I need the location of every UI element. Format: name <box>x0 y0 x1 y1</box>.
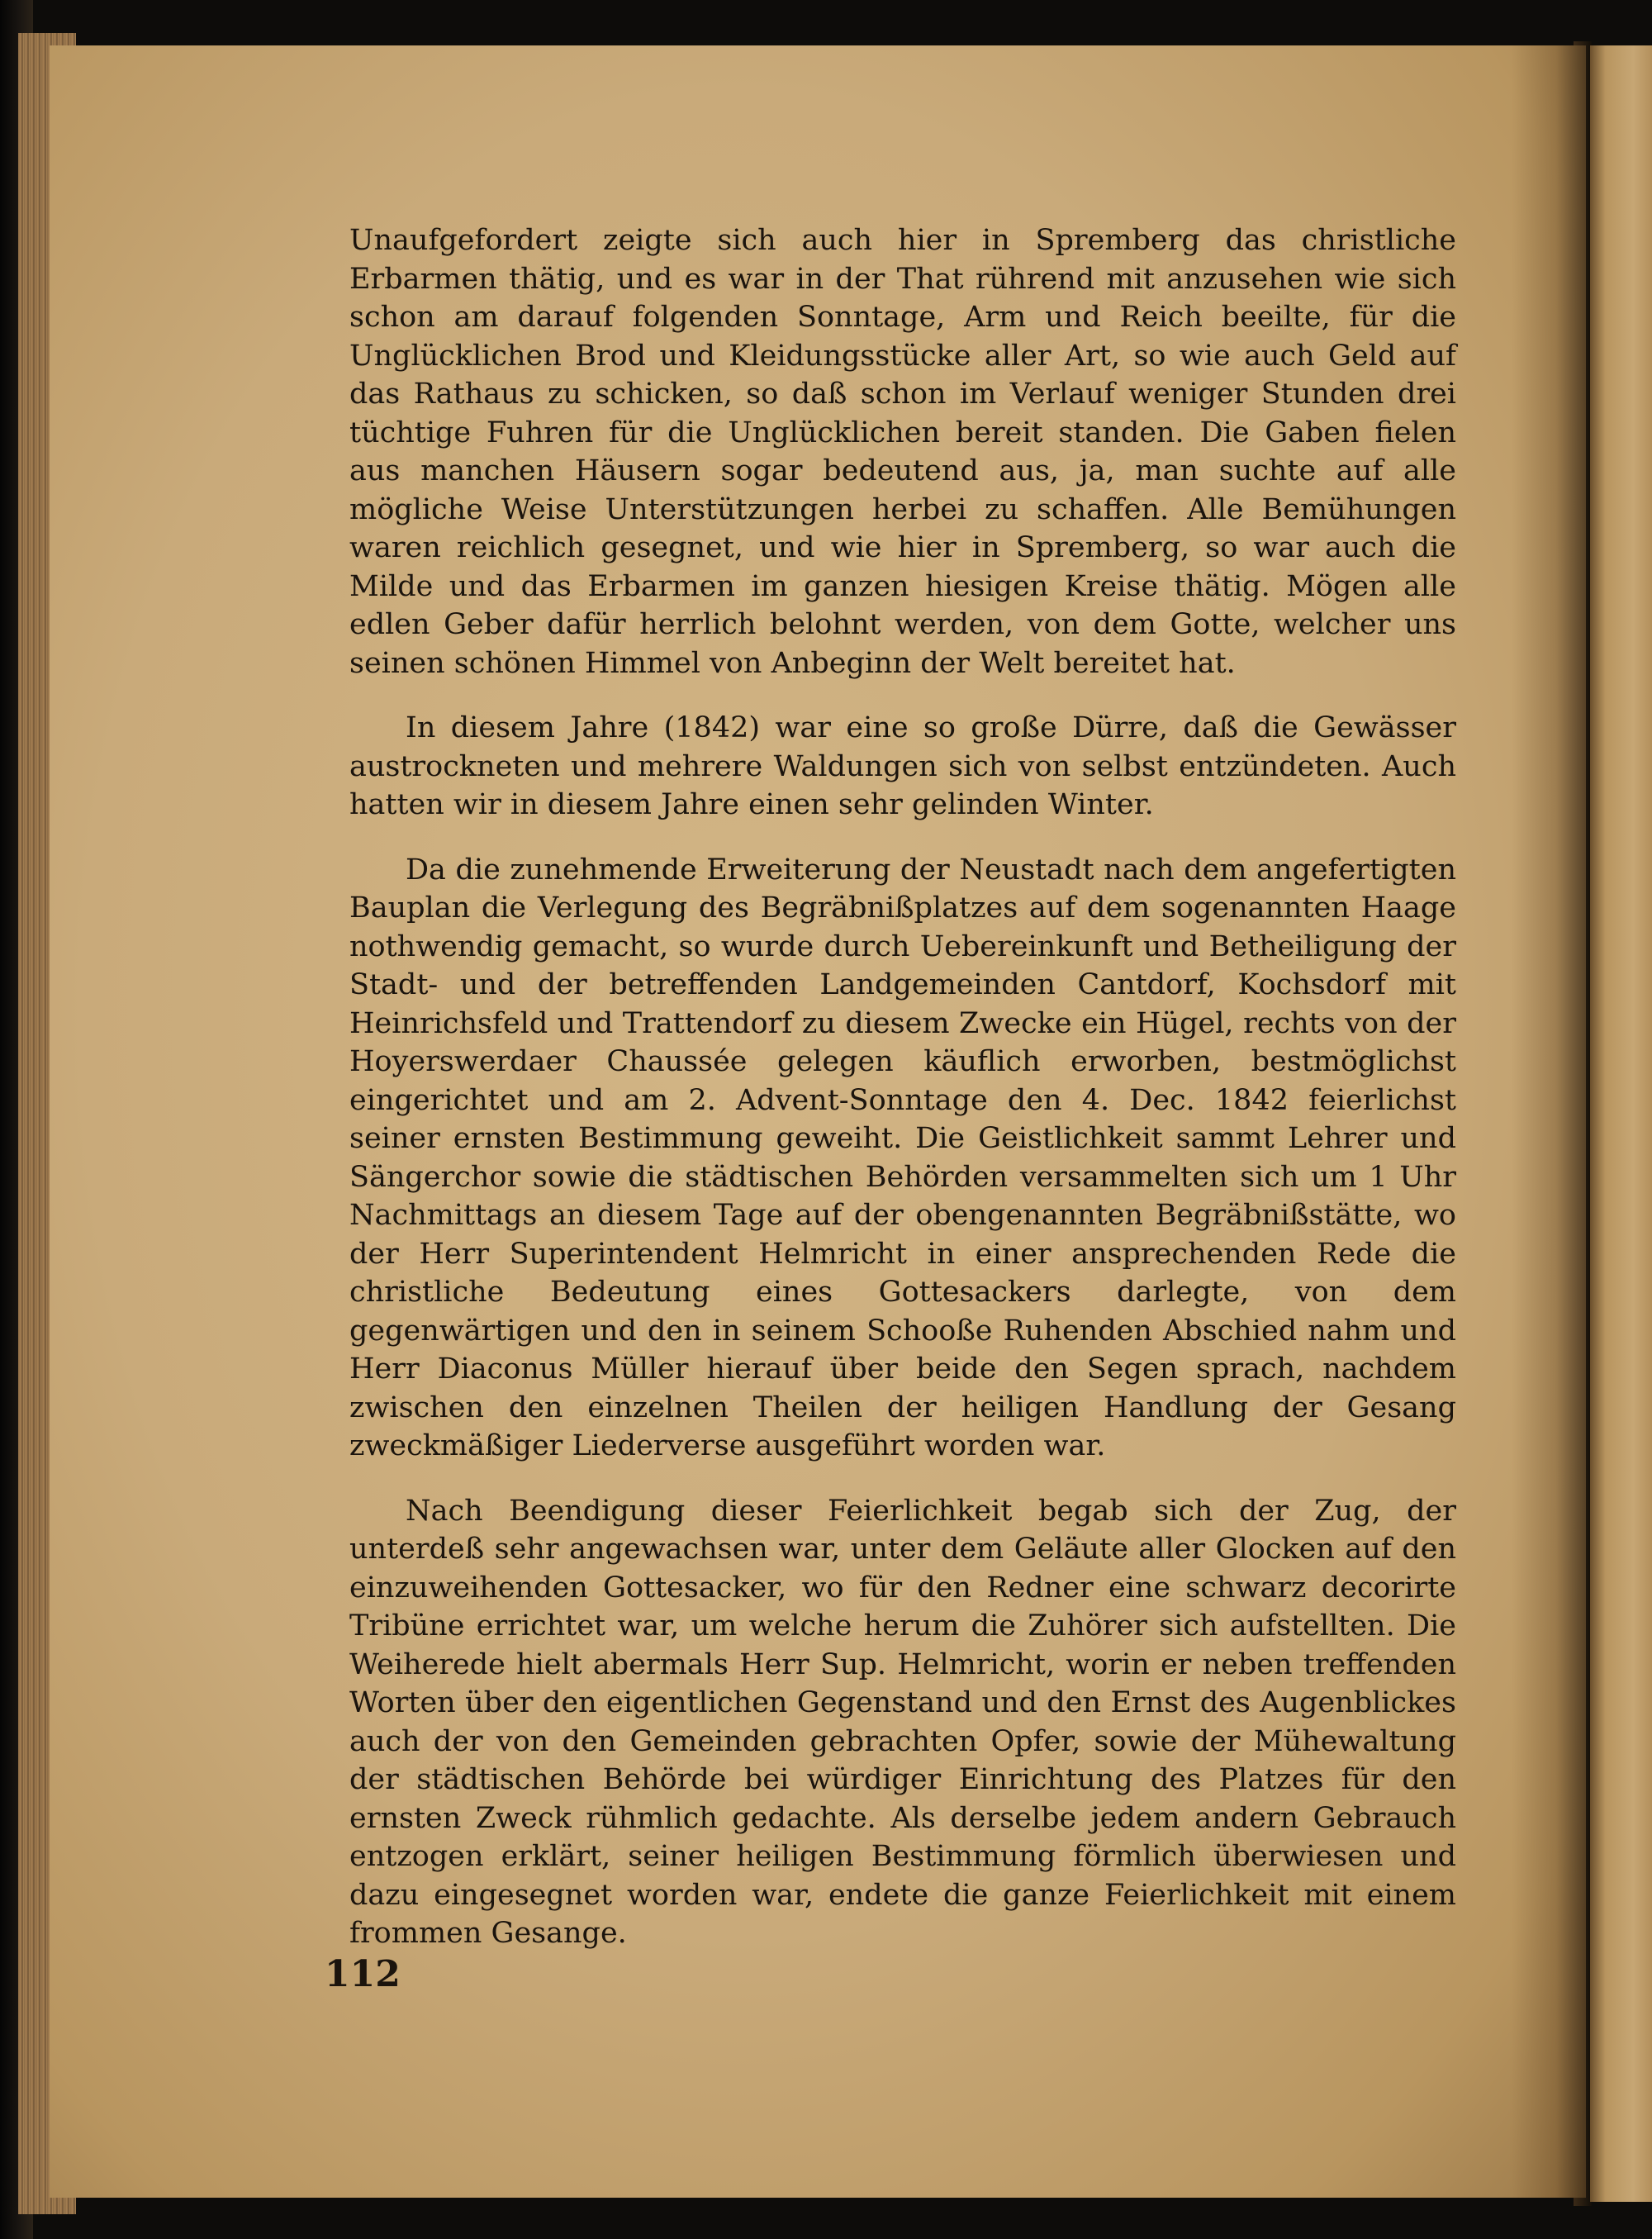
paragraph-drought: In diesem Jahre (1842) war eine so große Dürre, daß die Gewässer austrockneten und mehrere Waldungen sich von selbst entzündeten. Auch hatten wir in diesem Jahre einen sehr gelinden Winter. <box>349 711 1456 821</box>
paragraph-continuation: Unaufgefordert zeigte sich auch hier in Spremberg das christliche Erbarmen thätig, und es war in der That rührend mit anzusehen wie sich schon am darauf folgenden Sonntage, Arm und Reich beeilte, für die Unglücklichen Brod und Kleidungsstücke aller Art, so wie auch Geld auf das Rathaus zu schicken, so daß schon im Verlauf weniger Stunden drei tüchtige Fuhren für die Unglücklichen bereit standen. Die Gaben fielen aus manchen Häusern sogar bedeutend aus, ja, man suchte auf alle mögliche Weise Unterstützungen herbei zu schaffen. Alle Bemühungen waren reichlich gesegnet, und wie hier in Spremberg, so war auch die Milde und das Erbarmen im ganzen hiesigen Kreise thätig. Mögen alle edlen Geber dafür herrlich belohnt werden, von dem Gotte, welcher uns seinen schönen Himmel von Anbeginn der Welt bereitet hat. <box>349 224 1456 680</box>
facing-page-edge <box>1590 45 1652 2202</box>
gutter-shadow <box>1512 45 1586 2198</box>
page-number: 112 <box>325 1953 401 1995</box>
paragraph-ceremony: Nach Beendigung dieser Feierlichkeit begab sich der Zug, der unterdeß sehr angewachsen war, unter dem Geläute aller Glocken auf den einzuweihenden Gottesacker, wo für den Redner eine schwarz decorirte Tribüne errichtet war, um welche herum die Zuhörer sich aufstellten. Die Weiherede hielt abermals Herr Sup. Helmricht, worin er neben treffenden Worten über den eigentlichen Gegenstand und den Ernst des Augenblickes auch der von den Gemeinden gebrachten Opfer, sowie der Mühewaltung der städtischen Behörde bei würdiger Einrichtung des Platzes für den ernsten Zweck rühmlich gedachte. Als derselbe jedem andern Gebrauch entzogen erklärt, seiner heiligen Bestimmung förmlich überwiesen und dazu eingesegnet worden war, endete die ganze Feierlichkeit mit einem frommen Gesange. <box>349 1494 1456 1950</box>
paragraph-cemetery: Da die zunehmende Erweiterung der Neustadt nach dem angefertigten Bauplan die Verlegung des Begräbnißplatzes auf dem sogenannten Haage nothwendig gemacht, so wurde durch Uebereinkunft und Betheiligung der Stadt- und der betreffenden Landgemeinden Cantdorf, Kochsdorf mit Heinrichsfeld und Trattendorf zu diesem Zwecke ein Hügel, rechts von der Hoyerswerdaer Chaussée gelegen käuflich erworben, bestmöglichst eingerichtet und am 2. Advent-Sonntage den 4. Dec. 1842 feierlichst seiner ernsten Bestimmung geweiht. Die Geistlichkeit sammt Lehrer und Sängerchor sowie die städtischen Behörden versammelten sich um 1 Uhr Nachmittags an diesem Tage auf der obengenannten Begräbnißstätte, wo der Herr Superintendent Helmricht in einer ansprechenden Rede die christliche Bedeutung eines Gottesackers darlegte, von dem gegenwärtigen und den in seinem Schooße Ruhenden Abschied nahm und Herr Diaconus Müller hierauf über beide den Segen sprach, nachdem zwischen den einzelnen Theilen der heiligen Handlung der Gesang zweckmäßiger Liederverse ausgeführt worden war. <box>349 853 1456 1462</box>
page-text <box>349 221 1456 1953</box>
